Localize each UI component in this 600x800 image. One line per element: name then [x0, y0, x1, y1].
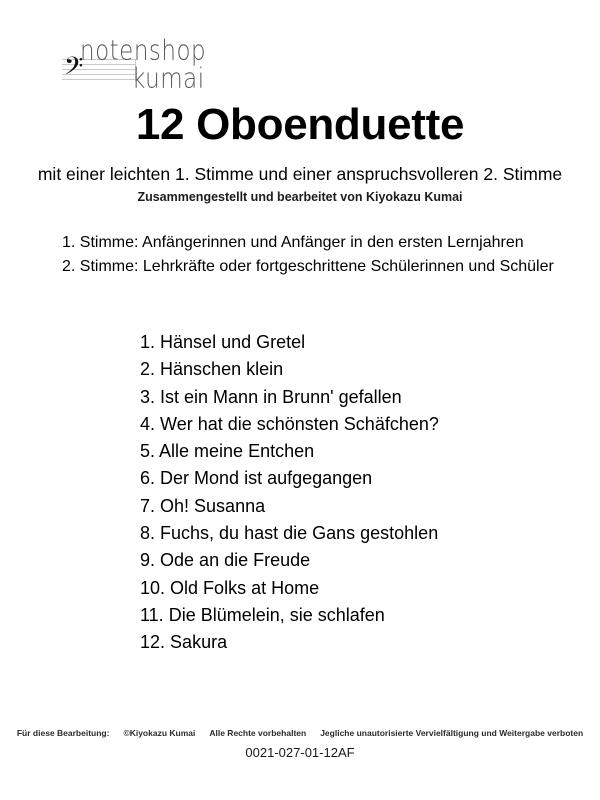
notenshop-kumai-logo — [62, 36, 252, 95]
piece-number: 7. — [140, 495, 156, 516]
piece-title: Alle meine Entchen — [159, 441, 315, 462]
page-subtitle: mit einer leichten 1. Stimme und einer anspruchsvolleren 2. Stimme — [37, 164, 563, 184]
list-item — [140, 384, 540, 411]
piece-number: 1. — [140, 332, 156, 352]
piece-number: 9. — [140, 550, 156, 571]
footer-label: Für diese Bearbeitung: — [16, 728, 110, 738]
piece-number: 5. — [140, 441, 156, 462]
piece-title: Wer hat die schönsten Schäfchen? — [160, 413, 439, 434]
list-item — [140, 493, 540, 520]
piece-number: 8. — [140, 523, 156, 544]
piece-number: 11. — [140, 604, 164, 625]
piece-number: 12. — [140, 632, 166, 653]
piece-title: Ist ein Mann in Brunn' gefallen — [160, 386, 402, 407]
list-item — [140, 629, 540, 656]
bass-clef-icon: 𝄢 — [64, 52, 84, 87]
piece-title: Hänsel und Gretel — [160, 332, 306, 352]
piece-title: Oh! Susanna — [160, 495, 266, 516]
list-item — [140, 356, 540, 383]
list-item — [140, 465, 540, 492]
logo-word-notenshop: notenshop — [80, 36, 207, 67]
voice-descriptions — [62, 231, 554, 279]
list-item — [140, 329, 540, 356]
list-item — [140, 547, 540, 574]
footer-rights: Alle Rechte vorbehalten — [209, 728, 307, 738]
page-title: 12 Oboenduette — [135, 100, 465, 149]
piece-number: 6. — [140, 468, 156, 489]
list-item — [140, 520, 540, 547]
footer-notice: Jegliche unautorisierte Vervielfältigung und Weitergabe verboten — [320, 728, 584, 738]
footer-copyright: ©Kiyokazu Kumai — [123, 728, 196, 738]
voice-line-2: 2. Stimme: Lehrkräfte oder fortgeschrittene Schülerinnen und Schüler — [62, 258, 554, 275]
piece-list — [140, 329, 540, 657]
piece-title: Sakura — [170, 632, 228, 653]
list-item — [140, 602, 540, 629]
piece-number: 2. — [140, 359, 156, 380]
piece-title: Fuchs, du hast die Gans gestohlen — [160, 523, 439, 544]
order-code: 0021-027-01-12AF — [245, 745, 355, 760]
piece-title: Ode an die Freude — [160, 550, 311, 571]
piece-number: 4. — [140, 413, 156, 434]
piece-title: Der Mond ist aufgegangen — [160, 468, 373, 489]
list-item — [140, 411, 540, 438]
page-byline: Zusammengestellt und bearbeitet von Kiyokazu Kumai — [137, 190, 463, 204]
voice-line-1: 1. Stimme: Anfängerinnen und Anfänger in den ersten Lernjahren — [62, 234, 524, 251]
list-item — [140, 438, 540, 465]
piece-number: 3. — [140, 386, 156, 407]
piece-title: Old Folks at Home — [170, 577, 320, 598]
list-item — [140, 575, 540, 602]
logo-word-kumai: kumai — [132, 64, 205, 95]
copyright-footer — [0, 728, 600, 738]
piece-number: 10. — [140, 577, 166, 598]
piece-title: Hänschen klein — [160, 359, 284, 380]
piece-title: Die Blümelein, sie schlafen — [168, 604, 385, 625]
